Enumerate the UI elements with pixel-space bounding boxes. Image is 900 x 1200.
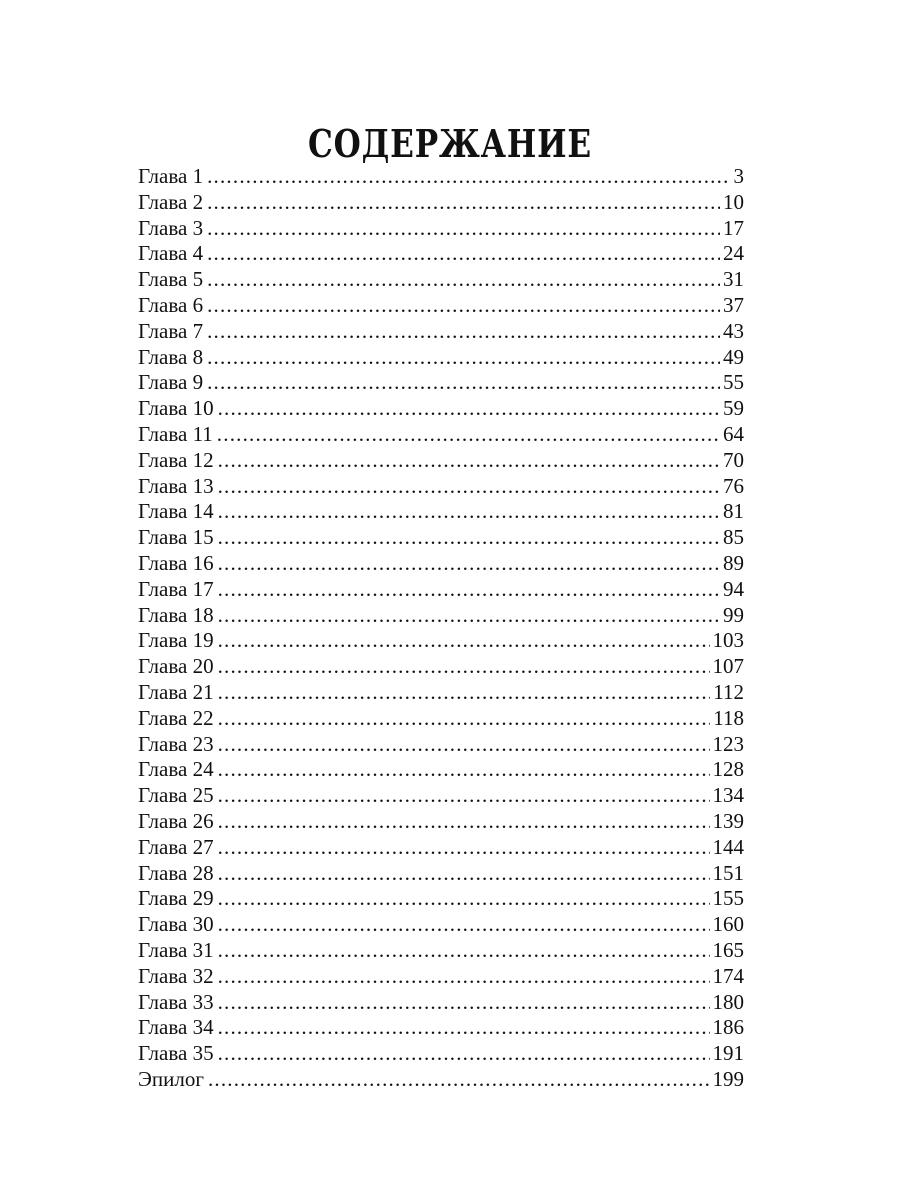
- dot-leader: [218, 912, 710, 938]
- toc-entry-page-number: 151: [712, 860, 744, 885]
- toc-entry-page-number: 59: [723, 396, 744, 421]
- toc-entry: [138, 164, 744, 190]
- toc-entry-label: Глава 32: [138, 963, 214, 988]
- toc-entry-page-number: 191: [712, 1041, 744, 1066]
- toc-entry-page-number: 180: [712, 989, 744, 1014]
- dot-leader: [218, 603, 720, 629]
- dot-leader: [218, 964, 710, 990]
- toc-entry: [138, 345, 744, 371]
- toc-entry: [138, 938, 744, 964]
- toc-entry-page-number: 134: [712, 783, 744, 808]
- dot-leader: [207, 345, 720, 371]
- toc-entry: [138, 964, 744, 990]
- toc-entry: [138, 654, 744, 680]
- dot-leader: [207, 319, 720, 345]
- toc-entry-page-number: 49: [723, 344, 744, 369]
- toc-entry-label: Глава 1: [138, 164, 204, 188]
- dot-leader: [218, 783, 710, 809]
- toc-entry: [138, 370, 744, 396]
- toc-entry-label: Глава 19: [138, 628, 214, 653]
- toc-entry: [138, 732, 744, 758]
- toc-entry-label: Глава 30: [138, 912, 214, 937]
- dot-leader: [217, 422, 720, 448]
- table-of-contents: [138, 164, 744, 1093]
- toc-entry: [138, 1015, 744, 1041]
- toc-entry-label: Глава 11: [138, 421, 213, 446]
- toc-entry-label: Глава 17: [138, 576, 214, 601]
- toc-entry-page-number: 199: [712, 1066, 744, 1091]
- dot-leader: [207, 267, 720, 293]
- toc-entry-page-number: 76: [723, 473, 744, 498]
- toc-entry-page-number: 37: [723, 292, 744, 317]
- toc-entry-label: Глава 22: [138, 705, 214, 730]
- toc-entry-label: Глава 20: [138, 654, 214, 679]
- toc-entry-page-number: 123: [712, 731, 744, 756]
- toc-entry-label: Глава 26: [138, 808, 214, 833]
- dot-leader: [218, 628, 710, 654]
- toc-entry: [138, 1067, 744, 1093]
- dot-leader: [218, 757, 710, 783]
- toc-entry-page-number: 128: [712, 757, 744, 782]
- dot-leader: [218, 654, 710, 680]
- toc-entry-page-number: 160: [712, 912, 744, 937]
- toc-entry-page-number: 144: [712, 834, 744, 859]
- toc-entry-page-number: 55: [723, 370, 744, 395]
- toc-entry-page-number: 3: [733, 164, 744, 188]
- toc-entry-label: Глава 29: [138, 886, 214, 911]
- dot-leader: [218, 396, 720, 422]
- toc-entry-page-number: 94: [723, 576, 744, 601]
- toc-entry: [138, 809, 744, 835]
- toc-entry-label: Глава 25: [138, 783, 214, 808]
- dot-leader: [218, 835, 710, 861]
- toc-entry-page-number: 165: [712, 937, 744, 962]
- toc-entry: [138, 216, 744, 242]
- dot-leader: [218, 448, 720, 474]
- toc-entry: [138, 190, 744, 216]
- dot-leader: [218, 809, 710, 835]
- toc-entry: [138, 1041, 744, 1067]
- dot-leader: [218, 1041, 710, 1067]
- toc-entry-page-number: 89: [723, 550, 744, 575]
- toc-entry-label: Глава 33: [138, 989, 214, 1014]
- dot-leader: [218, 680, 711, 706]
- toc-entry: [138, 448, 744, 474]
- toc-entry-label: Глава 27: [138, 834, 214, 859]
- toc-entry-label: Глава 6: [138, 292, 204, 317]
- toc-entry-page-number: 103: [712, 628, 744, 653]
- toc-entry-page-number: 174: [712, 963, 744, 988]
- toc-entry-page-number: 17: [723, 215, 744, 240]
- toc-entry-label: Глава 4: [138, 241, 204, 266]
- toc-entry-label: Глава 23: [138, 731, 214, 756]
- toc-entry-label: Глава 3: [138, 215, 204, 240]
- dot-leader: [218, 525, 720, 551]
- dot-leader: [207, 370, 720, 396]
- toc-entry-label: Глава 13: [138, 473, 214, 498]
- dot-leader: [207, 216, 720, 242]
- toc-entry-page-number: 10: [723, 189, 744, 214]
- dot-leader: [218, 886, 710, 912]
- toc-entry-page-number: 112: [713, 679, 744, 704]
- dot-leader: [218, 1015, 710, 1041]
- dot-leader: [218, 474, 720, 500]
- dot-leader: [218, 706, 711, 732]
- toc-entry-page-number: 139: [712, 808, 744, 833]
- toc-entry-label: Глава 15: [138, 525, 214, 550]
- toc-entry-label: Глава 34: [138, 1015, 214, 1040]
- toc-entry-label: Глава 8: [138, 344, 204, 369]
- toc-entry-page-number: 85: [723, 525, 744, 550]
- toc-entry-page-number: 43: [723, 318, 744, 343]
- toc-entry-label: Глава 28: [138, 860, 214, 885]
- dot-leader: [207, 241, 720, 267]
- dot-leader: [218, 990, 710, 1016]
- toc-entry-page-number: 64: [723, 421, 744, 446]
- toc-entry-page-number: 118: [713, 705, 744, 730]
- toc-entry-page-number: 24: [723, 241, 744, 266]
- toc-entry-label: Глава 14: [138, 499, 214, 524]
- toc-entry: [138, 319, 744, 345]
- toc-entry: [138, 628, 744, 654]
- toc-entry-label: Глава 24: [138, 757, 214, 782]
- toc-entry: [138, 577, 744, 603]
- toc-entry: [138, 706, 744, 732]
- toc-entry-label: Глава 21: [138, 679, 214, 704]
- dot-leader: [218, 861, 710, 887]
- toc-entry-page-number: 107: [712, 654, 744, 679]
- dot-leader: [218, 938, 710, 964]
- toc-entry: [138, 551, 744, 577]
- toc-entry-page-number: 99: [723, 602, 744, 627]
- toc-entry-page-number: 31: [723, 267, 744, 292]
- toc-entry: [138, 912, 744, 938]
- toc-entry: [138, 835, 744, 861]
- dot-leader: [218, 499, 720, 525]
- toc-entry-label: Глава 12: [138, 447, 214, 472]
- toc-entry: [138, 241, 744, 267]
- toc-entry-label: Глава 31: [138, 937, 214, 962]
- dot-leader: [208, 1067, 710, 1093]
- toc-entry: [138, 474, 744, 500]
- page-title: СОДЕРЖАНИЕ: [308, 121, 592, 166]
- dot-leader: [218, 577, 720, 603]
- toc-entry-label: Глава 16: [138, 550, 214, 575]
- toc-entry: [138, 293, 744, 319]
- toc-entry: [138, 757, 744, 783]
- toc-entry: [138, 422, 744, 448]
- toc-entry: [138, 680, 744, 706]
- dot-leader: [207, 190, 720, 216]
- toc-entry: [138, 603, 744, 629]
- toc-entry-label: Глава 9: [138, 370, 204, 395]
- toc-entry: [138, 886, 744, 912]
- toc-entry-label: Глава 10: [138, 396, 214, 421]
- toc-entry: [138, 499, 744, 525]
- toc-entry: [138, 990, 744, 1016]
- toc-entry-label: Глава 5: [138, 267, 204, 292]
- toc-entry: [138, 861, 744, 887]
- toc-entry-label: Глава 2: [138, 189, 204, 214]
- dot-leader: [207, 164, 730, 190]
- toc-entry-page-number: 186: [712, 1015, 744, 1040]
- toc-entry-label: Глава 35: [138, 1041, 214, 1066]
- toc-entry-label: Глава 18: [138, 602, 214, 627]
- toc-entry-label: Эпилог: [138, 1066, 204, 1091]
- dot-leader: [207, 293, 720, 319]
- dot-leader: [218, 732, 710, 758]
- toc-entry-page-number: 155: [712, 886, 744, 911]
- dot-leader: [218, 551, 720, 577]
- toc-entry-page-number: 70: [723, 447, 744, 472]
- toc-entry: [138, 525, 744, 551]
- toc-entry: [138, 267, 744, 293]
- toc-entry: [138, 783, 744, 809]
- toc-entry: [138, 396, 744, 422]
- toc-entry-label: Глава 7: [138, 318, 204, 343]
- toc-entry-page-number: 81: [723, 499, 744, 524]
